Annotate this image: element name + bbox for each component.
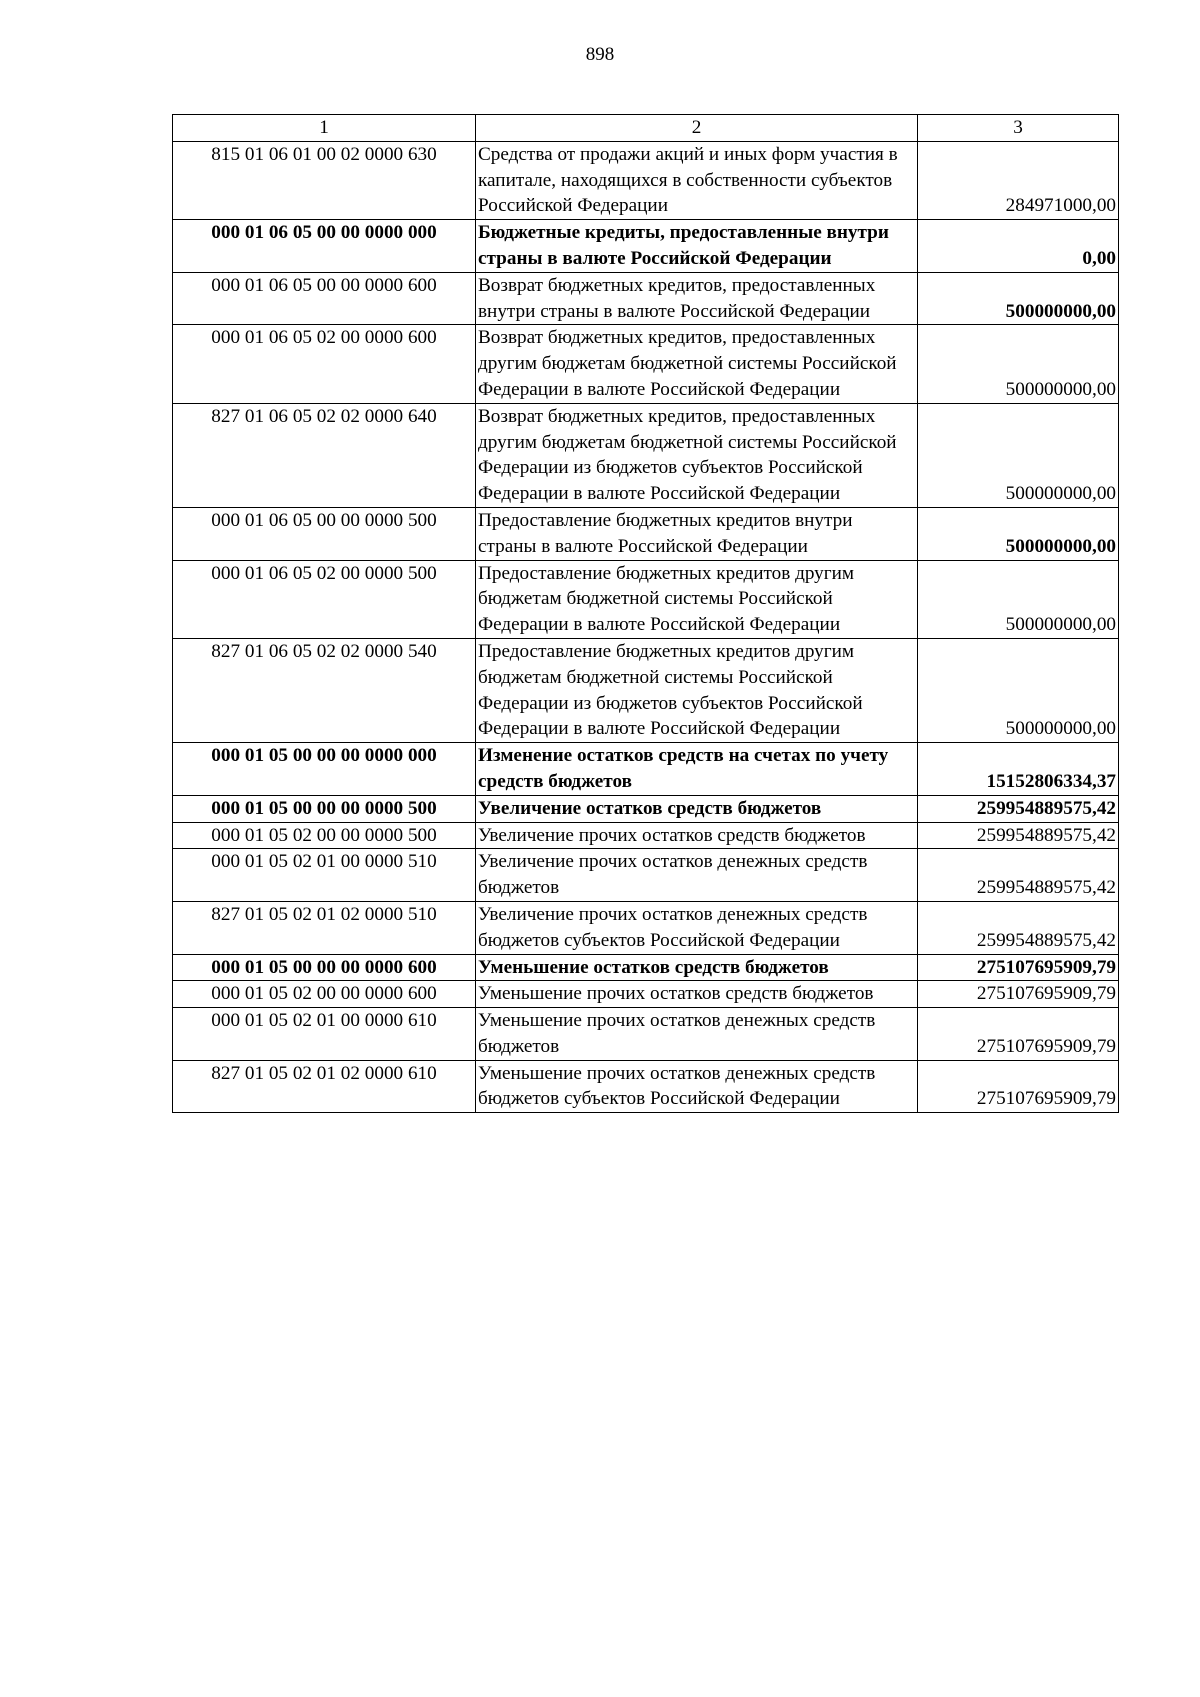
row-amount: 0,00 xyxy=(918,220,1119,273)
row-source-name: Увеличение прочих остатков денежных средств бюджетов субъектов Российской Федерации xyxy=(476,901,918,954)
row-amount: 15152806334,37 xyxy=(918,743,1119,796)
row-amount: 275107695909,79 xyxy=(918,981,1119,1008)
table-row xyxy=(173,1060,1119,1113)
row-budget-code: 000 01 05 00 00 00 0000 600 xyxy=(173,954,476,981)
row-amount: 259954889575,42 xyxy=(918,849,1119,902)
table-row xyxy=(173,638,1119,742)
table-row xyxy=(173,507,1119,560)
row-budget-code: 000 01 05 00 00 00 0000 500 xyxy=(173,795,476,822)
row-amount: 275107695909,79 xyxy=(918,1008,1119,1061)
table-row xyxy=(173,560,1119,638)
row-source-name: Предоставление бюджетных кредитов внутри страны в валюте Российской Федерации xyxy=(476,507,918,560)
row-budget-code: 000 01 06 05 00 00 0000 000 xyxy=(173,220,476,273)
row-source-name: Увеличение прочих остатков денежных средств бюджетов xyxy=(476,849,918,902)
row-budget-code: 000 01 06 05 00 00 0000 600 xyxy=(173,272,476,325)
row-budget-code: 000 01 05 02 01 00 0000 610 xyxy=(173,1008,476,1061)
row-budget-code: 000 01 05 00 00 00 0000 000 xyxy=(173,743,476,796)
table-row xyxy=(173,272,1119,325)
table-row xyxy=(173,901,1119,954)
row-source-name: Возврат бюджетных кредитов, предоставленных другим бюджетам бюджетной системы Российской Федерации из бюджетов субъектов Российской Федерации в валюте Российской Федерации xyxy=(476,403,918,507)
row-amount: 500000000,00 xyxy=(918,272,1119,325)
row-budget-code: 000 01 05 02 00 00 0000 600 xyxy=(173,981,476,1008)
row-budget-code: 000 01 05 02 00 00 0000 500 xyxy=(173,822,476,849)
table-row xyxy=(173,1008,1119,1061)
table-row xyxy=(173,849,1119,902)
row-amount: 259954889575,42 xyxy=(918,795,1119,822)
row-budget-code: 827 01 05 02 01 02 0000 510 xyxy=(173,901,476,954)
row-source-name: Увеличение прочих остатков средств бюджетов xyxy=(476,822,918,849)
row-amount: 500000000,00 xyxy=(918,325,1119,403)
row-source-name: Возврат бюджетных кредитов, предоставленных внутри страны в валюте Российской Федерации xyxy=(476,272,918,325)
row-budget-code: 000 01 06 05 00 00 0000 500 xyxy=(173,507,476,560)
row-budget-code: 000 01 06 05 02 00 0000 500 xyxy=(173,560,476,638)
row-budget-code: 815 01 06 01 00 02 0000 630 xyxy=(173,141,476,219)
row-source-name: Средства от продажи акций и иных форм участия в капитале, находящихся в собственности субъектов Российской Федерации xyxy=(476,141,918,219)
table-row xyxy=(173,795,1119,822)
row-source-name: Возврат бюджетных кредитов, предоставленных другим бюджетам бюджетной системы Российской Федерации в валюте Российской Федерации xyxy=(476,325,918,403)
budget-sources-table xyxy=(172,114,1119,1113)
row-budget-code: 000 01 06 05 02 00 0000 600 xyxy=(173,325,476,403)
page-number: 898 xyxy=(585,44,615,65)
row-amount: 275107695909,79 xyxy=(918,954,1119,981)
row-budget-code: 000 01 05 02 01 00 0000 510 xyxy=(173,849,476,902)
table-row xyxy=(173,743,1119,796)
table-header-row xyxy=(173,115,1119,142)
table-row xyxy=(173,220,1119,273)
table-row xyxy=(173,954,1119,981)
table-body xyxy=(173,115,1119,1113)
table-row xyxy=(173,403,1119,507)
row-source-name: Изменение остатков средств на счетах по учету средств бюджетов xyxy=(476,743,918,796)
row-source-name: Уменьшение прочих остатков денежных средств бюджетов субъектов Российской Федерации xyxy=(476,1060,918,1113)
row-source-name: Увеличение остатков средств бюджетов xyxy=(476,795,918,822)
row-source-name: Предоставление бюджетных кредитов другим бюджетам бюджетной системы Российской Федерации в валюте Российской Федерации xyxy=(476,560,918,638)
table-row xyxy=(173,141,1119,219)
row-source-name: Уменьшение прочих остатков денежных средств бюджетов xyxy=(476,1008,918,1061)
row-source-name: Бюджетные кредиты, предоставленные внутри страны в валюте Российской Федерации xyxy=(476,220,918,273)
row-amount: 500000000,00 xyxy=(918,403,1119,507)
row-budget-code: 827 01 06 05 02 02 0000 540 xyxy=(173,638,476,742)
row-amount: 259954889575,42 xyxy=(918,822,1119,849)
row-budget-code: 827 01 06 05 02 02 0000 640 xyxy=(173,403,476,507)
table-row xyxy=(173,822,1119,849)
table-row xyxy=(173,325,1119,403)
row-amount: 275107695909,79 xyxy=(918,1060,1119,1113)
row-amount: 284971000,00 xyxy=(918,141,1119,219)
row-amount: 259954889575,42 xyxy=(918,901,1119,954)
row-amount: 500000000,00 xyxy=(918,560,1119,638)
row-source-name: Уменьшение остатков средств бюджетов xyxy=(476,954,918,981)
row-source-name: Предоставление бюджетных кредитов другим бюджетам бюджетной системы Российской Федерации из бюджетов субъектов Российской Федерации в валюте Российской Федерации xyxy=(476,638,918,742)
column-header-amount: 3 xyxy=(918,115,1119,142)
row-amount: 500000000,00 xyxy=(918,638,1119,742)
column-header-code: 1 xyxy=(173,115,476,142)
row-amount: 500000000,00 xyxy=(918,507,1119,560)
column-header-name: 2 xyxy=(476,115,918,142)
row-source-name: Уменьшение прочих остатков средств бюджетов xyxy=(476,981,918,1008)
table-row xyxy=(173,981,1119,1008)
row-budget-code: 827 01 05 02 01 02 0000 610 xyxy=(173,1060,476,1113)
